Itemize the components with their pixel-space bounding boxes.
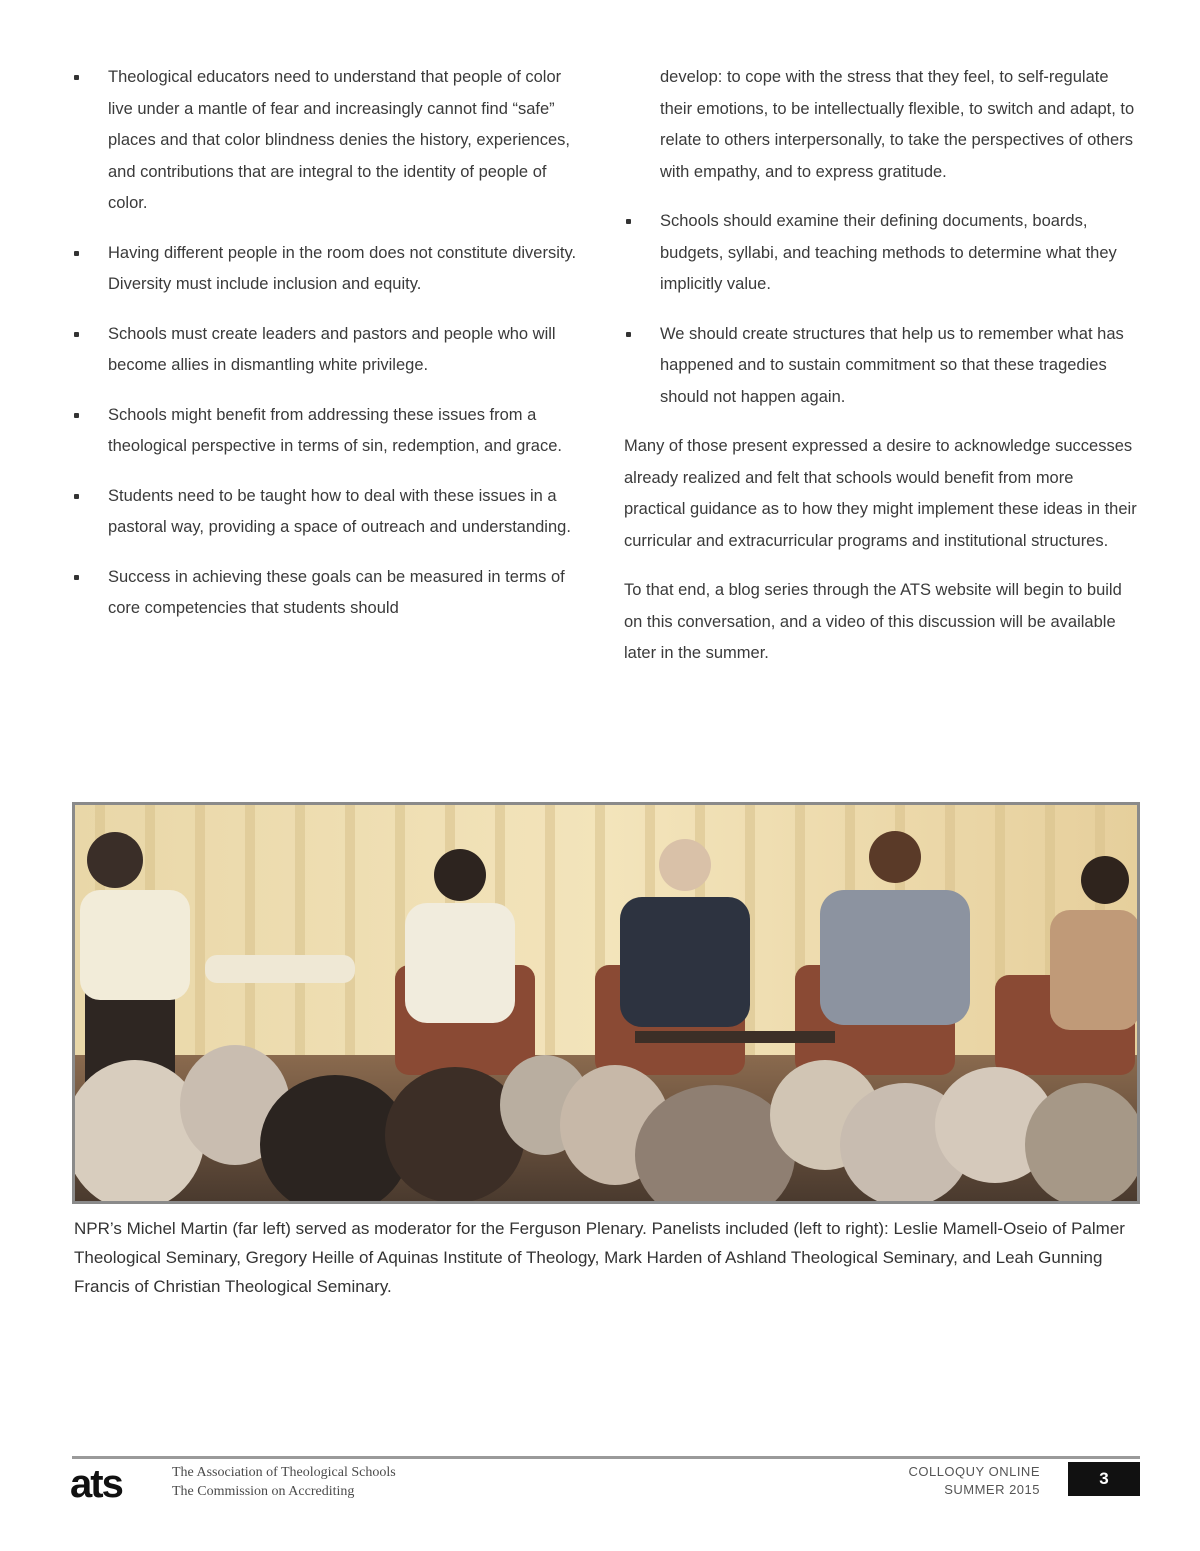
page-number: 3 xyxy=(1068,1462,1140,1496)
list-item: Students need to be taught how to deal with these issues in a pastoral way, providing a space of outreach and understanding. xyxy=(72,481,582,544)
bullet-icon xyxy=(74,251,79,256)
left-column xyxy=(72,62,582,643)
bullet-icon xyxy=(74,75,79,80)
right-bullet-list xyxy=(624,206,1138,413)
bullet-icon xyxy=(626,332,631,337)
ats-logo xyxy=(70,1466,162,1502)
continued-bullet-text: develop: to cope with the stress that they feel, to self-regulate their emotions, to be intellectually flexible, to switch and adapt, to relate to others interpersonally, to take the perspectives of others with empathy, and to express gratitude. xyxy=(660,68,1135,181)
bullet-icon xyxy=(626,219,631,224)
body-paragraph: Many of those present expressed a desire to acknowledge successes already realized and felt that schools would benefit from more practical guidance as to how they might implement these ideas in their curricular and extracurricular programs and institutional structures. xyxy=(624,437,1137,550)
bullet-icon xyxy=(74,575,79,580)
org-line-2: The Commission on Accrediting xyxy=(172,1484,355,1499)
two-column-body xyxy=(72,62,1138,752)
footer-divider xyxy=(72,1456,1140,1459)
bullet-icon xyxy=(74,332,79,337)
bullet-icon xyxy=(74,413,79,418)
right-column xyxy=(624,62,1138,688)
photo-illustration xyxy=(75,805,1137,1201)
list-item: Success in achieving these goals can be measured in terms of core competencies that students should xyxy=(72,562,582,625)
panel-discussion-photo xyxy=(72,802,1140,1204)
list-item: Schools might benefit from addressing these issues from a theological perspective in terms of sin, redemption, and grace. xyxy=(72,400,582,463)
photo-caption: NPR’s Michel Martin (far left) served as moderator for the Ferguson Plenary. Panelists included (left to right): Leslie Mamell-Oseio of Palmer Theological Seminary, Gregory Heille of Aquinas Institute of Theology, Mark Harden of Ashland Theological Seminary, and Leah Gunning Francis of Christian Theological Seminary. xyxy=(74,1219,1125,1296)
organization-name xyxy=(172,1463,396,1501)
list-item: Schools must create leaders and pastors and people who will become allies in dismantling white privilege. xyxy=(72,319,582,382)
publication-info xyxy=(850,1463,1040,1499)
body-paragraph: To that end, a blog series through the ATS website will begin to build on this conversation, and a video of this discussion will be available later in the summer. xyxy=(624,581,1122,662)
list-item: Theological educators need to understand that people of color live under a mantle of fear and increasingly cannot find “safe” places and that color blindness denies the history, experiences, and contributions that are integral to the identity of people of color. xyxy=(72,62,582,220)
list-item: Schools should examine their defining documents, boards, budgets, syllabi, and teaching methods to determine what they implicitly value. xyxy=(624,206,1138,301)
bullet-icon xyxy=(74,494,79,499)
left-bullet-list xyxy=(72,62,582,625)
publication-issue: SUMMER 2015 xyxy=(944,1482,1040,1497)
org-line-1: The Association of Theological Schools xyxy=(172,1465,396,1480)
svg-text:ats: ats xyxy=(70,1466,122,1502)
list-item: Having different people in the room does not constitute diversity. Diversity must include inclusion and equity. xyxy=(72,238,582,301)
list-item: We should create structures that help us to remember what has happened and to sustain commitment so that these tragedies should not happen again. xyxy=(624,319,1138,414)
publication-title: COLLOQUY ONLINE xyxy=(908,1464,1040,1479)
